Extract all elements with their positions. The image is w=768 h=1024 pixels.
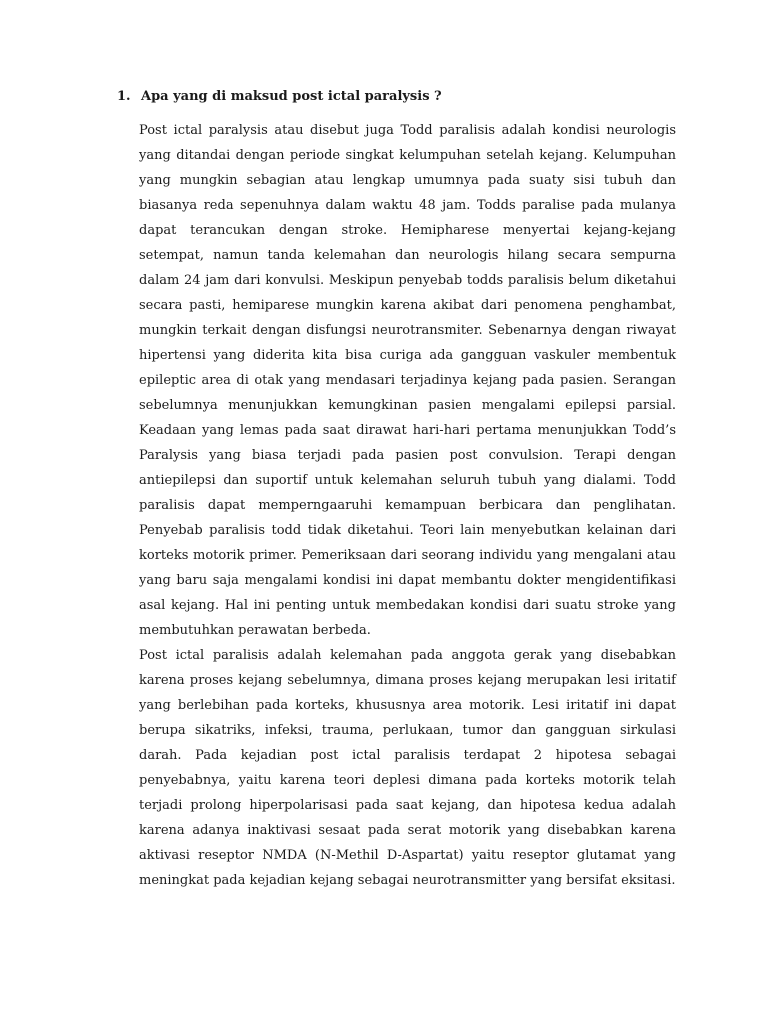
paragraph-2: Post ictal paralisis adalah kelemahan pada anggota gerak yang disebabkan karena proses kejang sebelumnya, dimana proses kejang merupakan lesi iritatif yang berlebihan pada korteks, khususnya area motorik. Lesi iritatif ini dapat berupa sikatriks, infeksi, trauma, perlukaan, tumor dan gangguan sirkulasi darah. Pada kejadian post ictal paralisis terdapat 2 hipotesa sebagai penyebabnya, yaitu karena teori deplesi dimana pada korteks motorik telah terjadi prolong hiperpolarisasi pada saat kejang, dan hipotesa kedua adalah karena adanya inaktivasi sesaat pada serat motorik yang disebabkan karena aktivasi reseptor NMDA (N-Methil D-Aspartat) yaitu reseptor glutamat yang meningkat pada kejadian kejang sebagai neurotransmitter yang bersifat eksitasi.: [139, 648, 676, 888]
paragraph-1: Post ictal paralysis atau disebut juga Todd paralisis adalah kondisi neurologis yang ditandai dengan periode singkat kelumpuhan setelah kejang. Kelumpuhan yang mungkin sebagian atau lengkap umumnya pada suaty sisi tubuh dan biasanya reda sepenuhnya dalam waktu 48 jam. Todds paralise pada mulanya dapat terancukan dengan stroke. Hemipharese menyertai kejang-kejang setempat, namun tanda kelemahan dan neurologis hilang secara sempurna dalam 24 jam dari konvulsi. Meskipun penyebab todds paralisis belum diketahui secara pasti, hemiparese mungkin karena akibat dari penomena penghambat, mungkin terkait dengan disfungsi neurotransmiter. Sebenarnya dengan riwayat hipertensi yang diderita kita bisa curiga ada gangguan vaskuler membentuk epileptic area di otak yang mendasari terjadinya kejang pada pasien. Serangan sebelumnya menunjukkan kemungkinan pasien mengalami epilepsi parsial. Keadaan yang lemas pada saat dirawat hari-hari pertama menunjukkan Todd’s Paralysis yang biasa terjadi pada pasien post convulsion. Terapi dengan antiepilepsi dan suportif untuk kelemahan seluruh tubuh yang dialami. Todd paralisis dapat memperngaaruhi kemampuan berbicara dan penglihatan. Penyebab paralisis todd tidak diketahui. Teori lain menyebutkan kelainan dari korteks motorik primer. Pemeriksaan dari seorang individu yang mengalani atau yang baru saja mengalami kondisi ini dapat membantu dokter mengidentifikasi asal kejang. Hal ini penting untuk membedakan kondisi dari suatu stroke yang membutuhkan perawatan berbeda.: [139, 123, 676, 638]
question-text: Apa yang di maksud post ictal paralysis ?: [141, 89, 442, 104]
question-number: 1.: [117, 89, 131, 104]
question-heading: [117, 88, 677, 106]
answer-body: [139, 118, 676, 893]
